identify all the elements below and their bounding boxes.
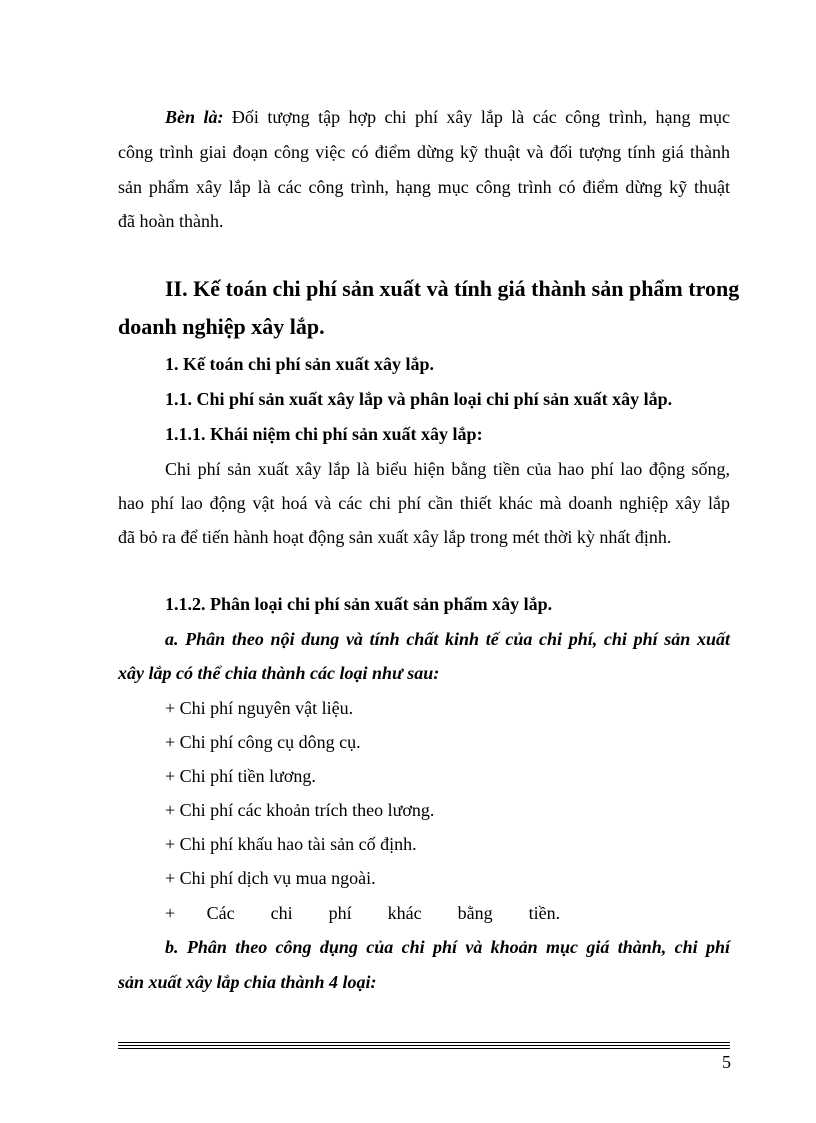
subheading-1-1-2: 1.1.2. Phân loại chi phí sản xuất sản phẩm xây lắp. <box>165 594 553 614</box>
cost-item: + Chi phí khấu hao tài sản cố định. <box>165 834 417 854</box>
subheading-1-1-1: 1.1.1. Khái niệm chi phí sản xuất xây lắp: <box>165 424 483 444</box>
intro-line-1-text: Đối tượng tập hợp chi phí xây lắp là các công trình, hạng mục <box>223 107 730 127</box>
concept-line-3: đã bỏ ra để tiến hành hoạt động sản xuất xây lắp trong mét thời kỳ nhất định. <box>118 527 672 547</box>
footer-rule-middle <box>118 1045 730 1046</box>
class-a-line-1: a. Phân theo nội dung và tính chất kinh tế của chi phí, chi phí sản xuất <box>165 629 730 649</box>
section-heading-line-2: doanh nghiệp xây lắp. <box>118 314 325 339</box>
cost-item: + Các chi phí khác bằng tiền. <box>165 903 561 923</box>
section-heading-line-1: II. Kế toán chi phí sản xuất và tính giá thành sản phẩm trong <box>165 276 740 301</box>
intro-line-1 <box>165 106 730 128</box>
subheading-1: 1. Kế toán chi phí sản xuất xây lắp. <box>165 354 435 374</box>
page-number: 5 <box>722 1052 731 1072</box>
intro-line-4: đã hoàn thành. <box>118 211 224 231</box>
intro-lead: Bèn là: <box>165 107 224 127</box>
cost-item: + Chi phí dịch vụ mua ngoài. <box>165 868 376 888</box>
class-b-line-1: b. Phân theo công dụng của chi phí và khoản mục giá thành, chi phí <box>165 937 730 957</box>
class-b-line-2: sản xuất xây lắp chia thành 4 loại: <box>118 972 377 992</box>
concept-line-2: hao phí lao động vật hoá và các chi phí cần thiết khác mà doanh nghiệp xây lắp <box>118 493 730 513</box>
footer-rule-bottom <box>118 1048 730 1049</box>
intro-line-3: sản phẩm xây lắp là các công trình, hạng mục công trình có điểm dừng kỹ thuật <box>118 177 730 197</box>
intro-line-2: công trình giai đoạn công việc có điểm dừng kỹ thuật và đối tượng tính giá thành <box>118 142 730 162</box>
cost-item: + Chi phí công cụ dông cụ. <box>165 732 361 752</box>
concept-line-1: Chi phí sản xuất xây lắp là biểu hiện bằng tiền của hao phí lao động sống, <box>165 459 730 479</box>
class-a-line-2: xây lắp có thể chia thành các loại như sau: <box>118 663 440 683</box>
cost-item: + Chi phí các khoản trích theo lương. <box>165 800 435 820</box>
footer-rule-top <box>118 1042 730 1043</box>
cost-item: + Chi phí nguyên vật liệu. <box>165 698 354 718</box>
subheading-1-1: 1.1. Chi phí sản xuất xây lắp và phân loại chi phí sản xuất xây lắp. <box>165 389 673 409</box>
cost-item: + Chi phí tiền lương. <box>165 766 316 786</box>
